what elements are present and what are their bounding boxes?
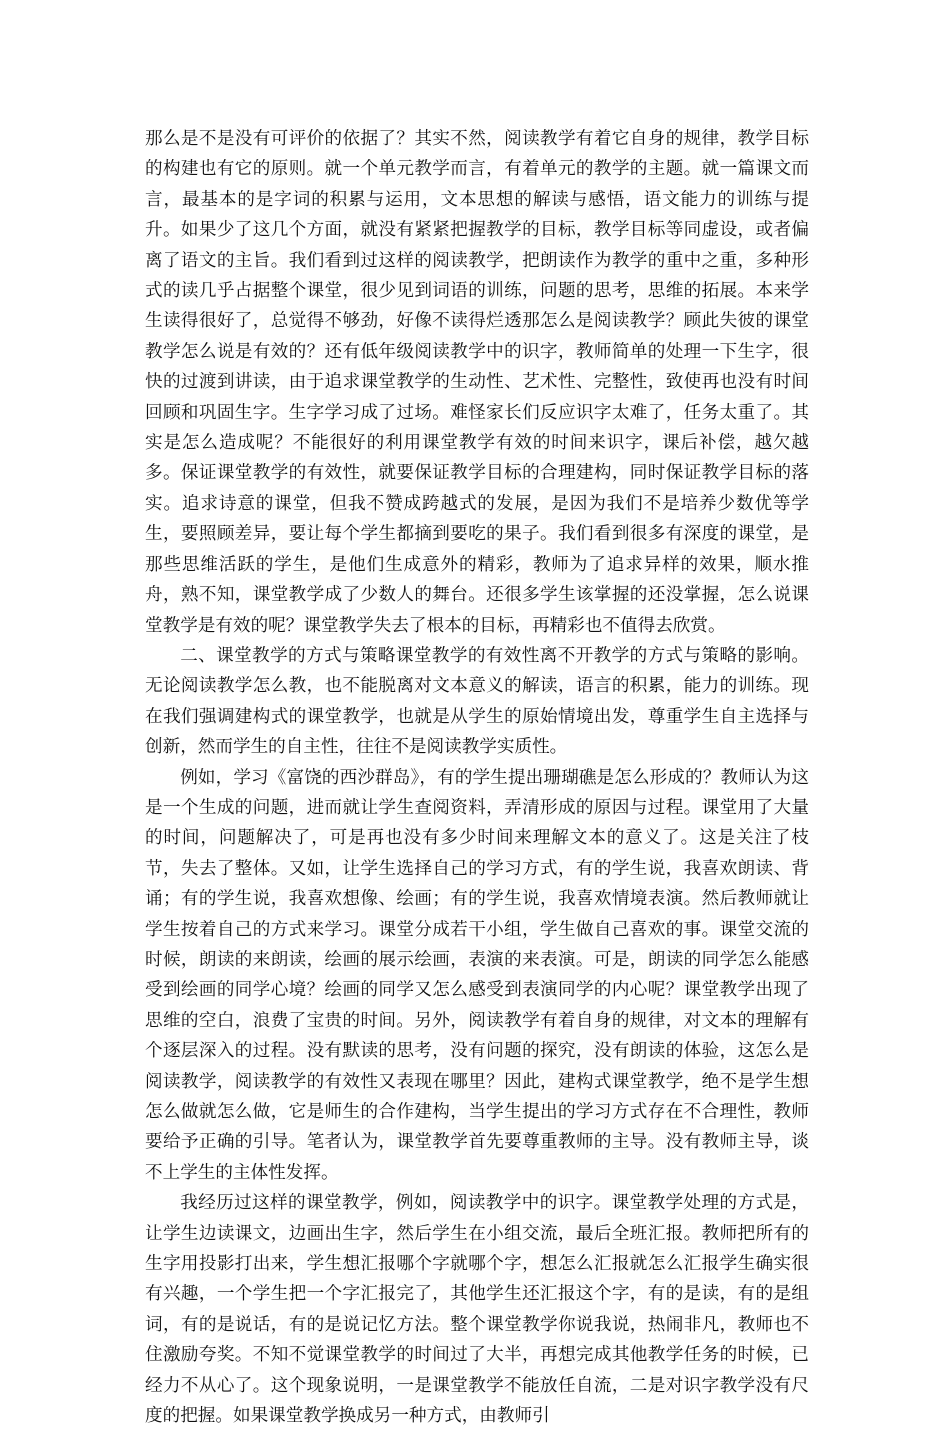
document-page	[145, 124, 809, 1431]
paragraph-literacy-example: 我经历过这样的课堂教学，例如，阅读教学中的识字。课堂教学处理的方式是，让学生边读课文，边画出生字，然后学生在小组交流，最后全班汇报。教师把所有的生字用投影打出来，学生想汇报哪个字就哪个字，想怎么汇报就怎么汇报学生确实很有兴趣，一个学生把一个字汇报完了，其他学生还汇报这个字，有的是读，有的是组词，有的是说话，有的是说记忆方法。整个课堂教学你说我说，热闹非凡，教师也不住激励夸奖。不知不觉课堂教学的时间过了大半，再想完成其他教学任务的时候，已经力不从心了。这个现象说明，一是课堂教学不能放任自流，二是对识字教学没有尺度的把握。如果课堂教学换成另一种方式，由教师引	[145, 1193, 809, 1427]
paragraph-example-xisha: 例如，学习《富饶的西沙群岛》，有的学生提出珊瑚礁是怎么形成的？教师认为这是一个生成的问题，进而就让学生查阅资料，弄清形成的原因与过程。课堂用了大量的时间，问题解决了，可是再也没有多少时间来理解文本的意义了。这是关注了枝节，失去了整体。又如，让学生选择自己的学习方式，有的学生说，我喜欢朗读、背诵；有的学生说，我喜欢想像、绘画；有的学生说，我喜欢情境表演。然后教师就让学生按着自己的方式来学习。课堂分成若干小组，学生做自己喜欢的事。课堂交流的时候，朗读的来朗读，绘画的展示绘画，表演的来表演。可是，朗读的同学怎么能感受到绘画的同学心境？绘画的同学又怎么感受到表演同学的内心呢？课堂教学出现了思维的空白，浪费了宝贵的时间。另外，阅读教学有着自身的规律，对文本的理解有个逐层深入的过程。没有默读的思考，没有问题的探究，没有朗读的体验，这怎么是阅读教学，阅读教学的有效性又表现在哪里？因此，建构式课堂教学，绝不是学生想怎么做就怎么做，它是师生的合作建构，当学生提出的学习方式存在不合理性，教师要给予正确的引导。笔者认为，课堂教学首先要尊重教师的主导。没有教师主导，谈不上学生的主体性发挥。	[145, 767, 809, 1183]
paragraph-section-two-methods: 二、课堂教学的方式与策略课堂教学的有效性离不开教学的方式与策略的影响。无论阅读教学怎么教，也不能脱离对文本意义的解读，语言的积累，能力的训练。现在我们强调建构式的课堂教学，也就是从学生的原始情境出发，尊重学生自主选择与创新，然而学生的自主性，往往不是阅读教学实质性。	[145, 645, 809, 758]
paragraph-evaluation-basis: 那么是不是没有可评价的依据了？其实不然，阅读教学有着它自身的规律，教学目标的构建也有它的原则。就一个单元教学而言，有着单元的教学的主题。就一篇课文而言，最基本的是字词的积累与运用，文本思想的解读与感悟，语文能力的训练与提升。如果少了这几个方面，就没有紧紧把握教学的目标，教学目标等同虚设，或者偏离了语文的主旨。我们看到过这样的阅读教学，把朗读作为教学的重中之重，多种形式的读几乎占据整个课堂，很少见到词语的训练，问题的思考，思维的拓展。本来学生读得很好了，总觉得不够劲，好像不读得烂透那怎么是阅读教学？顾此失彼的课堂教学怎么说是有效的？还有低年级阅读教学中的识字，教师简单的处理一下生字，很快的过渡到讲读，由于追求课堂教学的生动性、艺术性、完整性，致使再也没有时间回顾和巩固生字。生字学习成了过场。难怪家长们反应识字太难了，任务太重了。其实是怎么造成呢？不能很好的利用课堂教学有效的时间来识字，课后补偿，越欠越多。保证课堂教学的有效性，就要保证教学目标的合理建构，同时保证教学目标的落实。追求诗意的课堂，但我不赞成跨越式的发展，是因为我们不是培养少数优等学生，要照顾差异，要让每个学生都摘到要吃的果子。我们看到很多有深度的课堂，是那些思维活跃的学生，是他们生成意外的精彩，教师为了追求异样的效果，顺水推舟，熟不知，课堂教学成了少数人的舞台。还很多学生该掌握的还没掌握，怎么说课堂教学是有效的呢？课堂教学失去了根本的目标，再精彩也不值得去欣赏。	[145, 129, 809, 636]
